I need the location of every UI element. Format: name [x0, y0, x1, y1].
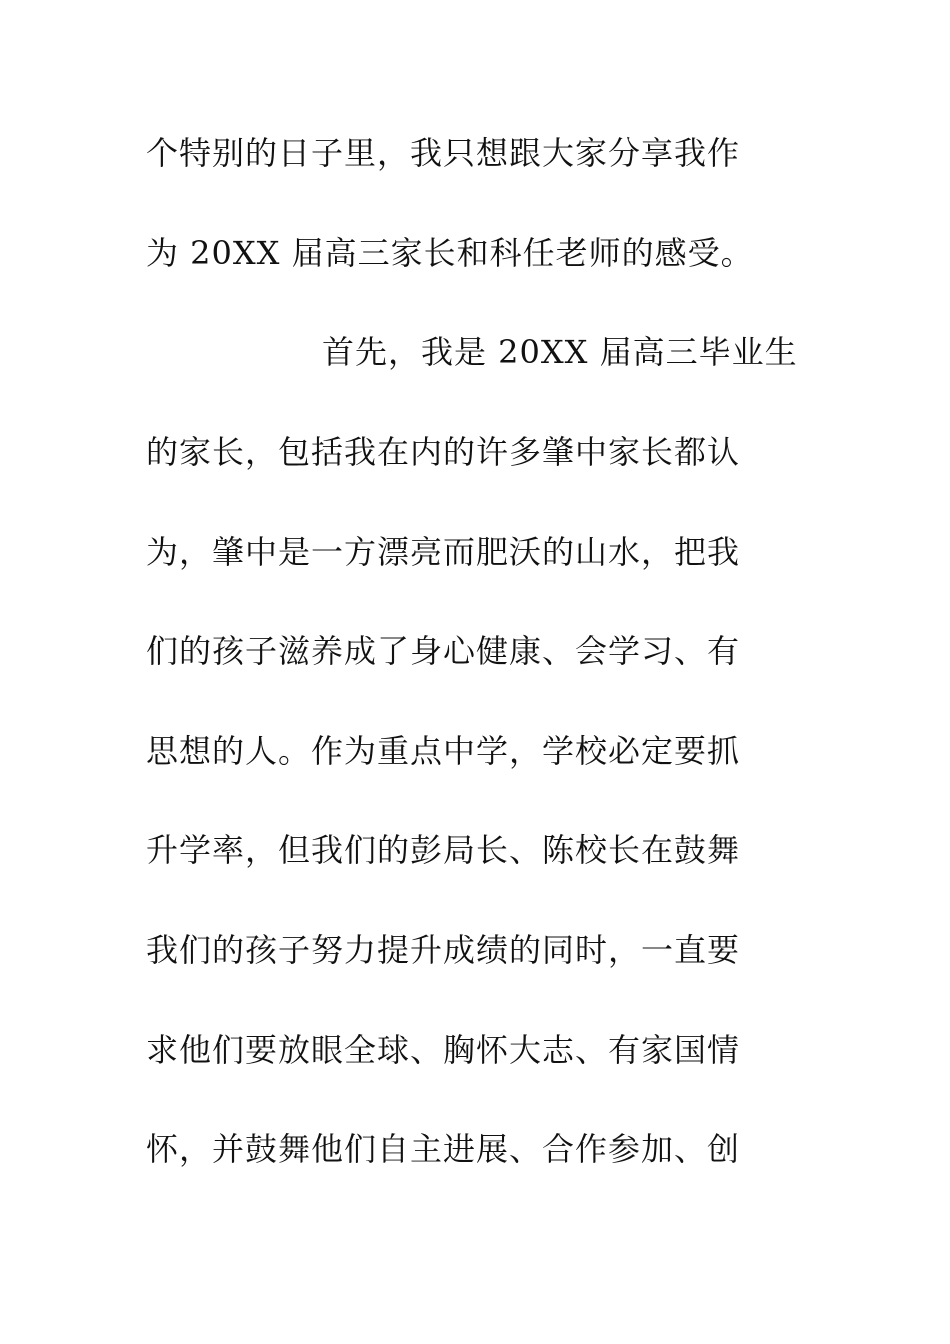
text-line-11: 怀，并鼓舞他们自主进展、合作参加、创 [146, 1130, 741, 1168]
text-line-4: 的家长，包括我在内的许多肇中家长都认 [146, 433, 741, 471]
text-line-8: 升学率，但我们的彭局长、陈校长在鼓舞 [146, 831, 741, 869]
text-line-1: 个特别的日子里，我只想跟大家分享我作 [146, 134, 741, 172]
text-line-10: 求他们要放眼全球、胸怀大志、有家国情 [146, 1031, 741, 1069]
text-line-6: 们的孩子滋养成了身心健康、会学习、有 [146, 632, 741, 670]
paragraph-start-line: 首先，我是 20XX 届高三毕业生 [322, 333, 798, 371]
text-line-9: 我们的孩子努力提升成绩的同时，一直要 [146, 931, 741, 969]
text-line-2: 为 20XX 届高三家长和科任老师的感受。 [146, 234, 754, 272]
text-line-5: 为，肇中是一方漂亮而肥沃的山水，把我 [146, 533, 741, 571]
text-line-7: 思想的人。作为重点中学，学校必定要抓 [146, 732, 741, 770]
